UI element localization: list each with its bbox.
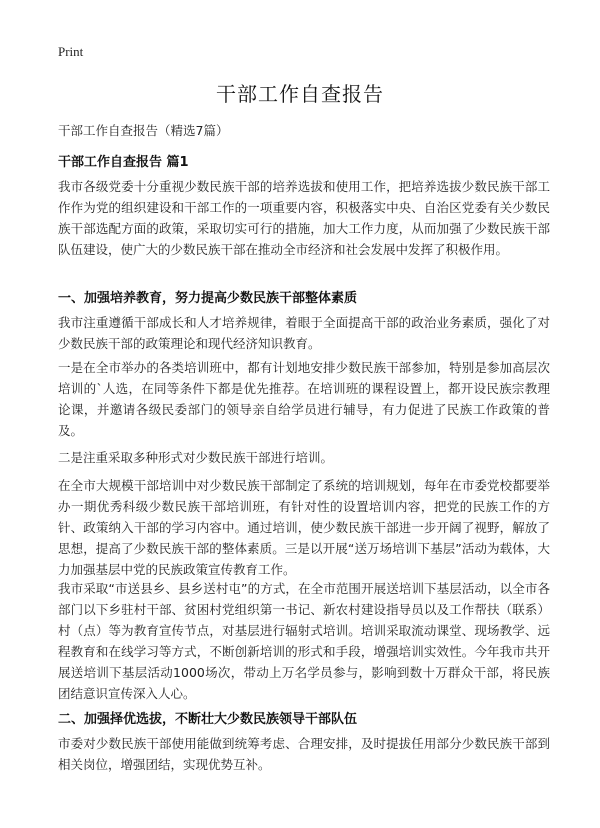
paragraph-6: 市委对少数民族干部使用能做到统筹考虑、合理安排，及时提拔任用部分少数民族干部到相关岗位，增强团结，实现优势互补。 [58, 736, 550, 772]
section-title: 干部工作自查报告 篇1 [58, 155, 189, 170]
heading-2: 二、加强择优选拔，不断壮大少数民族领导干部队伍 [58, 712, 358, 727]
paragraph-3: 二是注重采取多种形式对少数民族干部进行培训。 [58, 450, 334, 465]
print-link[interactable]: Print [58, 44, 84, 59]
intro-paragraph: 我市各级党委十分重视少数民族干部的培养选拔和使用工作，把培养选拔少数民族干部工作作为党的组织建设和干部工作的一项重要内容，积极落实中央、自治区党委有关少数民族干部选配方面的政策，采取切实可行的措施，加大工作力度，从而加强了少数民族干部队伍建设，使广大的少数民族干部在推动全市经济和社会发展中发挥了积极作用。 [58, 179, 550, 257]
paragraph-5: 我市采取“市送县乡、县乡送村屯”的方式，在全市范围开展送培训下基层活动，以全市各部门以下乡驻村干部、贫困村党组织第一书记、新农村建设指导员以及工作帮扶（联系）村（点）等为教育宣传节点，对基层进行辐射式培训。培训采取流动课堂、现场教学、远程教育和在线学习等方式，不断创新培训的形式和手段，增强培训实效性。今年我市共开展送培训下基层活动1000场次，带动上万名学员参与，影响到数十万群众干部，将民族团结意识宣传深入人心。 [58, 581, 550, 701]
page-title: 干部工作自查报告 [216, 82, 384, 106]
document-subtitle: 干部工作自查报告（精选7篇） [58, 123, 229, 138]
paragraph-2: 一是在全市举办的各类培训班中，都有计划地安排少数民族干部参加，特别是参加高层次培训的`人选，在同等条件下都是优先推荐。在培训班的课程设置上，都开设民族宗教理论课，并邀请各级民委部门的领导亲自给学员进行辅导，有力促进了民族工作政策的普及。 [58, 360, 550, 438]
paragraph-4: 在全市大规模干部培训中对少数民族干部制定了系统的培训规划，每年在市委党校都要举办一期优秀科级少数民族干部培训班，有针对性的设置培训内容，把党的民族工作的方针、政策纳入干部的学习内容中。通过培训，使少数民族干部进一步开阔了视野，解放了思想，提高了少数民族干部的整体素质。三是以开展“送万场培训下基层”活动为载体，大力加强基层中党的民族政策宣传教育工作。 [58, 478, 550, 577]
paragraph-1: 我市注重遵循干部成长和人才培养规律，着眼于全面提高干部的政治业务素质，强化了对少数民族干部的政策理论和现代经济知识教育。 [58, 315, 550, 351]
heading-1: 一、加强培养教育，努力提高少数民族干部整体素质 [58, 291, 358, 306]
